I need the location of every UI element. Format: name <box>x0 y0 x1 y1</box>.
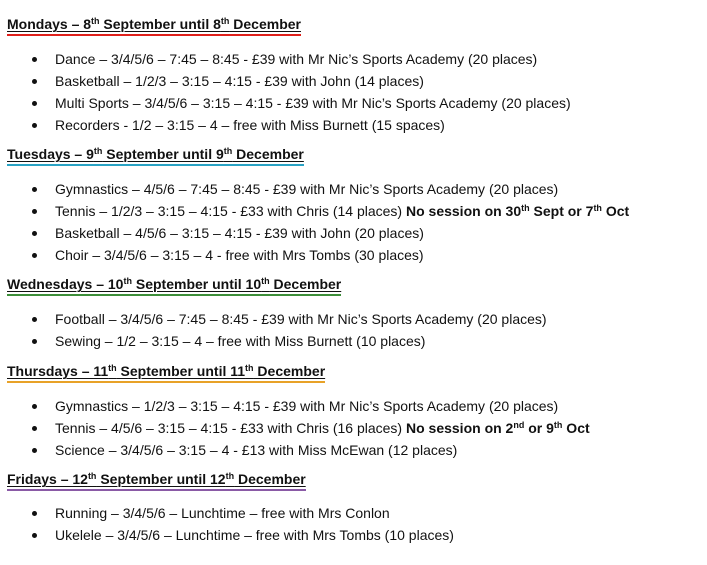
friday-underline <box>7 489 306 491</box>
list-item: Basketball – 4/5/6 – 3:15 – 4:15 - £39 with John (20 places) <box>0 222 629 244</box>
wednesday-heading: Wednesdays – 10th September until 10th December <box>7 276 341 293</box>
wednesday-list <box>0 308 547 352</box>
list-item: Sewing – 1/2 – 3:15 – 4 – free with Miss Burnett (10 places) <box>0 330 547 352</box>
bullet-icon <box>32 231 37 236</box>
tuesday-heading: Tuesdays – 9th September until 9th December <box>7 146 304 163</box>
thursday-underline <box>7 381 325 383</box>
bullet-icon <box>32 101 37 106</box>
bullet-icon <box>32 533 37 538</box>
list-item: Recorders - 1/2 – 3:15 – 4 – free with Miss Burnett (15 spaces) <box>0 114 571 136</box>
list-item: Gymnastics – 4/5/6 – 7:45 – 8:45 - £39 with Mr Nic’s Sports Academy (20 places) <box>0 178 629 200</box>
monday-underline <box>7 34 301 36</box>
list-item: Ukelele – 3/4/5/6 – Lunchtime – free with Mrs Tombs (10 places) <box>0 524 454 546</box>
list-item: Dance – 3/4/5/6 – 7:45 – 8:45 - £39 with Mr Nic’s Sports Academy (20 places) <box>0 48 571 70</box>
bullet-icon <box>32 253 37 258</box>
bullet-icon <box>32 426 37 431</box>
list-item: Tennis – 1/2/3 – 3:15 – 4:15 - £33 with Chris (14 places) No session on 30th Sept or 7th Oct <box>0 200 629 222</box>
bullet-icon <box>32 209 37 214</box>
tuesday-underline <box>7 164 304 166</box>
bullet-icon <box>32 317 37 322</box>
bullet-icon <box>32 404 37 409</box>
thursday-list <box>0 395 590 461</box>
bullet-icon <box>32 448 37 453</box>
bullet-icon <box>32 511 37 516</box>
tuesday-list <box>0 178 629 266</box>
friday-heading: Fridays – 12th September until 12th December <box>7 471 306 488</box>
monday-list <box>0 48 571 136</box>
bullet-icon <box>32 187 37 192</box>
bullet-icon <box>32 57 37 62</box>
tennis-cancellation-note: No session on 2nd or 9th Oct <box>405 420 590 436</box>
list-item: Running – 3/4/5/6 – Lunchtime – free with Mrs Conlon <box>0 502 454 524</box>
list-item: Choir – 3/4/5/6 – 3:15 – 4 - free with Mrs Tombs (30 places) <box>0 244 629 266</box>
list-item: Basketball – 1/2/3 – 3:15 – 4:15 - £39 with John (14 places) <box>0 70 571 92</box>
friday-list <box>0 502 454 546</box>
list-item: Football – 3/4/5/6 – 7:45 – 8:45 - £39 with Mr Nic’s Sports Academy (20 places) <box>0 308 547 330</box>
list-item: Gymnastics – 1/2/3 – 3:15 – 4:15 - £39 with Mr Nic’s Sports Academy (20 places) <box>0 395 590 417</box>
list-item: Multi Sports – 3/4/5/6 – 3:15 – 4:15 - £39 with Mr Nic’s Sports Academy (20 places) <box>0 92 571 114</box>
bullet-icon <box>32 339 37 344</box>
bullet-icon <box>32 79 37 84</box>
wednesday-underline <box>7 294 341 296</box>
tennis-cancellation-note: No session on 30th Sept or 7th Oct <box>405 203 630 219</box>
bullet-icon <box>32 123 37 128</box>
list-item: Science – 3/4/5/6 – 3:15 – 4 - £13 with Miss McEwan (12 places) <box>0 439 590 461</box>
list-item: Tennis – 4/5/6 – 3:15 – 4:15 - £33 with Chris (16 places) No session on 2nd or 9th Oct <box>0 417 590 439</box>
monday-heading: Mondays – 8th September until 8th December <box>7 16 301 33</box>
thursday-heading: Thursdays – 11th September until 11th December <box>7 363 325 380</box>
